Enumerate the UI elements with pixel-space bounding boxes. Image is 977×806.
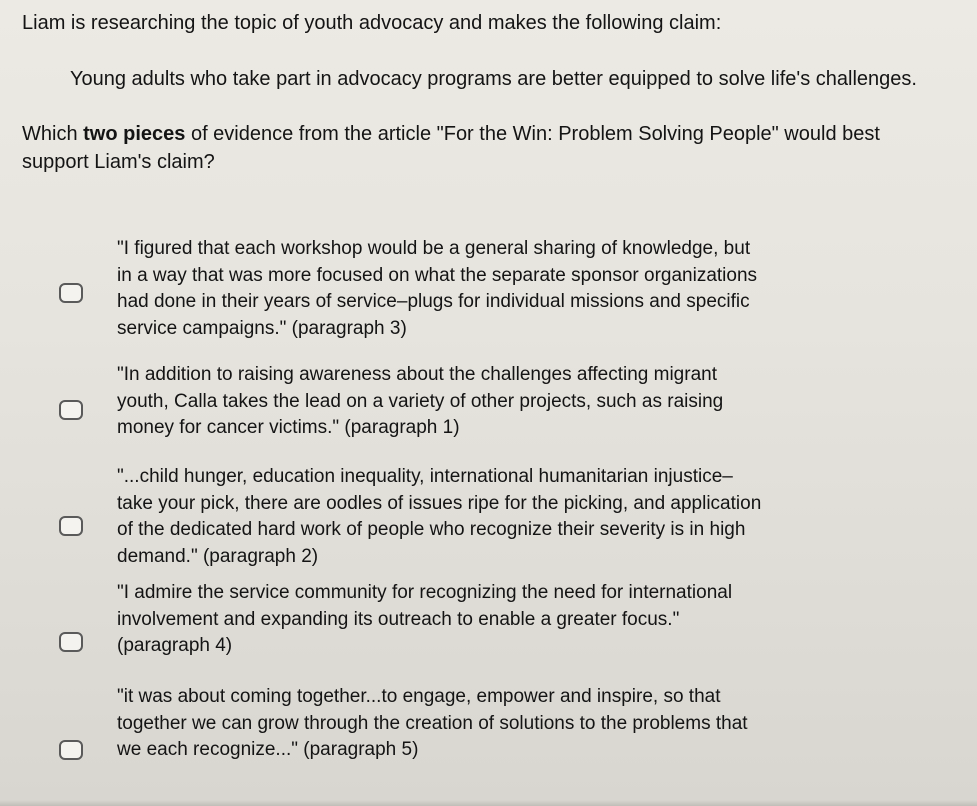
question-text-before: Which (22, 123, 84, 145)
option-1-text: "I figured that each workshop would be a general sharing of knowledge, but in a way that was more focused on what the separate sponsor organizations had done in their years of service–plugs for individual missions and specific service campaigns." (paragraph 3) (117, 238, 758, 339)
question-emphasis: two pieces (83, 123, 186, 145)
claim-text: Young adults who take part in advocacy programs are better equipped to solve life's challenges. (70, 68, 917, 90)
option-2-text: "In addition to raising awareness about the challenges affecting migrant youth, Calla takes the lead on a variety of other projects, such as raising money for cancer victims." (paragraph 1) (117, 364, 724, 438)
question-text-after: of evidence from the article "For the Win: Problem Solving People" would best support Liam's claim? (22, 123, 880, 173)
intro-text: Liam is researching the topic of youth advocacy and makes the following claim: (22, 12, 722, 34)
option-3-text: "...child hunger, education inequality, international humanitarian injustice– take your pick, there are oodles of issues ripe for the picking, and application of the dedicated hard work of people who recognize their severity is in high demand." (paragraph 2) (117, 466, 762, 567)
option-1-checkbox[interactable] (59, 283, 83, 303)
option-4-checkbox[interactable] (59, 632, 83, 652)
option-5-text: "it was about coming together...to engage, empower and inspire, so that together we can grow through the creation of solutions to the problems that we each recognize..." (paragraph 5) (117, 686, 748, 760)
question-prompt (22, 120, 952, 176)
page-bottom-edge (0, 800, 977, 806)
option-2-checkbox[interactable] (59, 400, 83, 420)
option-3-checkbox[interactable] (59, 516, 83, 536)
option-5-checkbox[interactable] (59, 740, 83, 760)
option-4-text: "I admire the service community for recognizing the need for international involvement and expanding its outreach to enable a greater focus." (paragraph 4) (117, 582, 733, 656)
